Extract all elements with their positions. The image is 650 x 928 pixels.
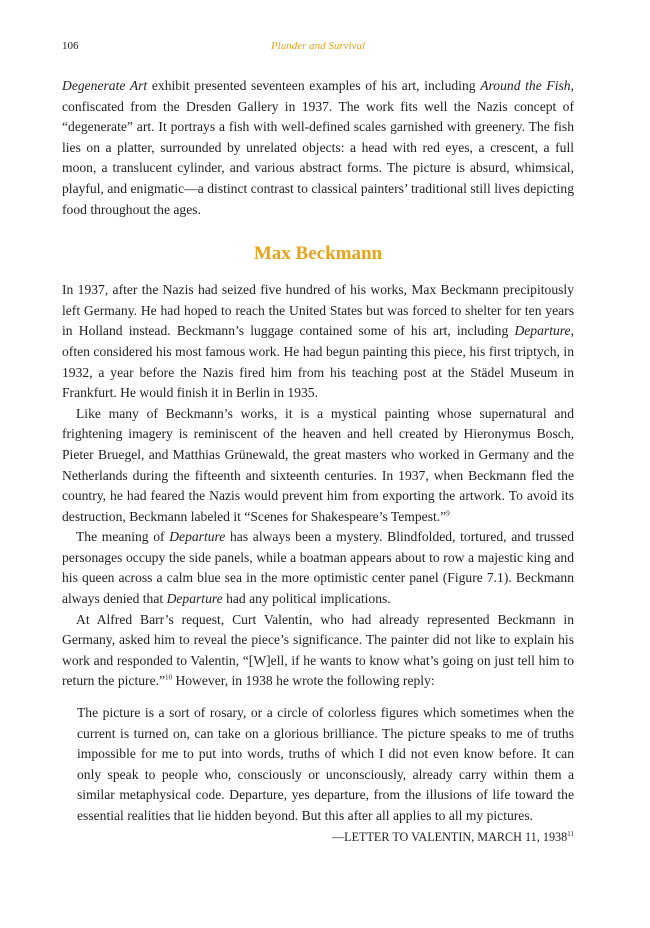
italic-title: Departure	[166, 591, 223, 607]
footnote-ref: 9	[446, 509, 450, 518]
running-title: Plunder and Survival	[270, 40, 366, 52]
footnote-ref: 10	[165, 673, 173, 682]
quote-text: The picture is a sort of rosary, or a circle of colorless figures which sometimes when the current is turned on, can take on a glorious brilliance. The picture speaks to me of truths impossible for me to put into words, truths of which I did not even know before. It can only speak to people who, consciously or unconsciously, already carry within them a similar metaphysical code. Departure, yes departure, from the illusions of life toward the essential realities that lie hidden beyond. But this after all applies to all my pictures.	[77, 705, 574, 823]
text-run: Like many of Beckmann’s works, it is a mystical painting whose supernatural and frightening imagery is reminiscent of the heaven and hell created by Hieronymus Bosch, Pieter Bruegel, and Matthias Grünewald, the great masters who worked in Germany and the Netherlands during the fifteenth and sixteenth centuries. In 1937, when Beckmann fled the country, he had feared the Nazis would prevent him from exporting the artwork. To avoid its destruction, Beckmann labeled it “Scenes for Shakespeare’s Tempest.”	[62, 405, 574, 524]
page-body	[62, 76, 574, 847]
italic-title: Departure	[514, 323, 571, 339]
text-run: In 1937, after the Nazis had seized five hundred of his works, Max Beckmann precipitously left Germany. He had hoped to reach the United States but was forced to shelter for ten years in Holland instead. Beckmann’s luggage contained some of his art, including	[62, 282, 574, 339]
page-number: 106	[62, 40, 79, 52]
italic-title: Around the Fish	[480, 78, 571, 93]
text-run: At Alfred Barr’s request, Curt Valentin, who had already represented Beckmann in Germany, asked him to reveal the piece’s significance. The painter did not like to explain his work and responded to Valentin, “[W]ell, if he wants to know what’s going on just tell him to return the picture.”	[62, 611, 574, 689]
text-run: had any political implications.	[222, 591, 391, 607]
text-run: However, in 1938 he wrote the following reply:	[172, 673, 435, 689]
attribution-text: —LETTER TO VALENTIN, MARCH 11, 1938	[331, 829, 568, 844]
text-run: has always been a mystery. Blindfolded, tortured, and trussed personages occupy the side panels, while a boatman appears about to row a majestic king and his queen across a calm blue sea in the more optimistic center panel (Figure 7.1). Beckmann always denied that	[62, 529, 574, 607]
block-quote	[77, 703, 574, 847]
paragraph-degenerate-art	[62, 76, 574, 220]
text-run: The meaning of	[76, 529, 170, 545]
paragraph-meaning	[62, 527, 574, 609]
text-run: , often considered his most famous work. He had begun painting this piece, his first triptych, in 1932, a year before the Nazis fired him from his teaching post at the Städel Museum in Frankfurt. He would finish it in Berlin in 1935.	[62, 323, 574, 401]
page-header	[62, 40, 574, 56]
paragraph-barr-request	[62, 610, 574, 692]
quote-attribution	[77, 827, 574, 848]
section-heading: Max Beckmann	[253, 243, 383, 265]
paragraph-mystical-painting	[62, 404, 574, 528]
italic-title: Degenerate Art	[62, 78, 148, 93]
text-run: exhibit presented seventeen examples of his art, including	[147, 78, 481, 93]
paragraph-beckmann-leaves	[62, 280, 574, 404]
italic-title: Departure	[169, 529, 226, 545]
text-run: , confiscated from the Dresden Gallery in 1937. The work fits well the Nazis concept of “degenerate” art. It portrays a fish with well-defined scales garnished with greenery. The fish lies on a platter, surrounded by unrelated objects: a head with red eyes, a crescent, a full moon, a translucent cylinder, and various abstract forms. The picture is absurd, whimsical, playful, and enigmatic—a distinct contrast to classical painters’ traditional still lives depicting food throughout the ages.	[62, 78, 575, 217]
footnote-ref: 11	[567, 829, 574, 838]
